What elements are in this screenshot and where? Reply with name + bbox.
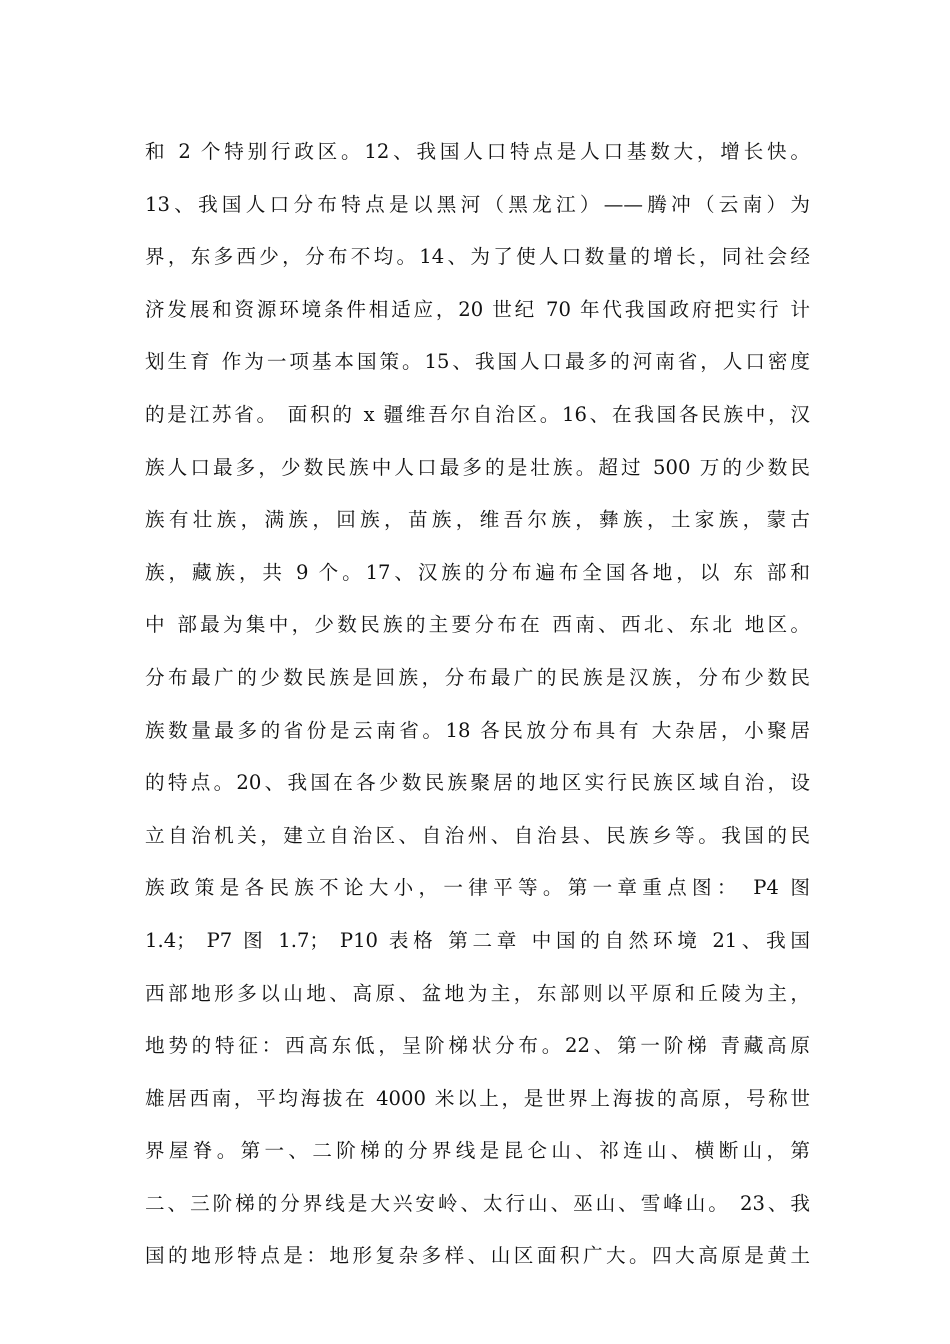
text-line: 界，东多西少，分布不均。14、为了使人口数量的增长，同社会经	[145, 245, 810, 269]
text-line: 国的地形特点是：地形复杂多样、山区面积广大。四大高原是黄土	[145, 1244, 810, 1268]
text-line: 划生育 作为一项基本国策。15、我国人口最多的河南省，人口密度	[145, 350, 810, 374]
text-line: 雄居西南，平均海拔在 4000 米以上，是世界上海拔的高原，号称世	[145, 1086, 810, 1110]
text-line: 族，藏族，共 9 个。17、汉族的分布遍布全国各地，以 东 部和	[145, 560, 810, 584]
body-text	[145, 132, 810, 1289]
text-line: 的特点。20、我国在各少数民族聚居的地区实行民族区域自治，设	[145, 771, 810, 795]
text-line: 济发展和资源环境条件相适应，20 世纪 70 年代我国政府把实行 计	[145, 297, 810, 321]
text-line: 分布最广的少数民族是回族，分布最广的民族是汉族，分布少数民	[145, 665, 810, 689]
text-line: 族数量最多的省份是云南省。18 各民放分布具有 大杂居，小聚居	[145, 718, 810, 742]
text-line: 中 部最为集中，少数民族的主要分布在 西南、西北、东北 地区。	[145, 613, 810, 637]
text-line: 立自治机关，建立自治区、自治州、自治县、民族乡等。我国的民	[145, 823, 810, 847]
text-line: 二、三阶梯的分界线是大兴安岭、太行山、巫山、雪峰山。 23、我	[145, 1191, 810, 1215]
text-line: 族有壮族，满族，回族，苗族，维吾尔族，彝族，土家族，蒙古	[145, 508, 810, 532]
text-line: 族人口最多，少数民族中人口最多的是壮族。超过 500 万的少数民	[145, 455, 810, 479]
text-line: 界屋脊。第一、二阶梯的分界线是昆仑山、祁连山、横断山，第	[145, 1139, 810, 1163]
text-line: 13、我国人口分布特点是以黑河（黑龙江）——腾冲（云南）为	[145, 192, 810, 216]
text-line: 族政策是各民族不论大小，一律平等。第一章重点图： P4 图	[145, 876, 810, 900]
text-line: 1.4； P7 图 1.7； P10 表格 第二章 中国的自然环境 21、我国	[145, 928, 810, 952]
text-line: 西部地形多以山地、高原、盆地为主，东部则以平原和丘陵为主，	[145, 981, 810, 1005]
text-line: 的是江苏省。 面积的 x 疆维吾尔自治区。16、在我国各民族中，汉	[145, 402, 810, 426]
text-line: 和 2 个特别行政区。12、我国人口特点是人口基数大，增长快。	[145, 140, 810, 163]
text-line: 地势的特征：西高东低，呈阶梯状分布。22、第一阶梯 青藏高原	[145, 1034, 810, 1058]
